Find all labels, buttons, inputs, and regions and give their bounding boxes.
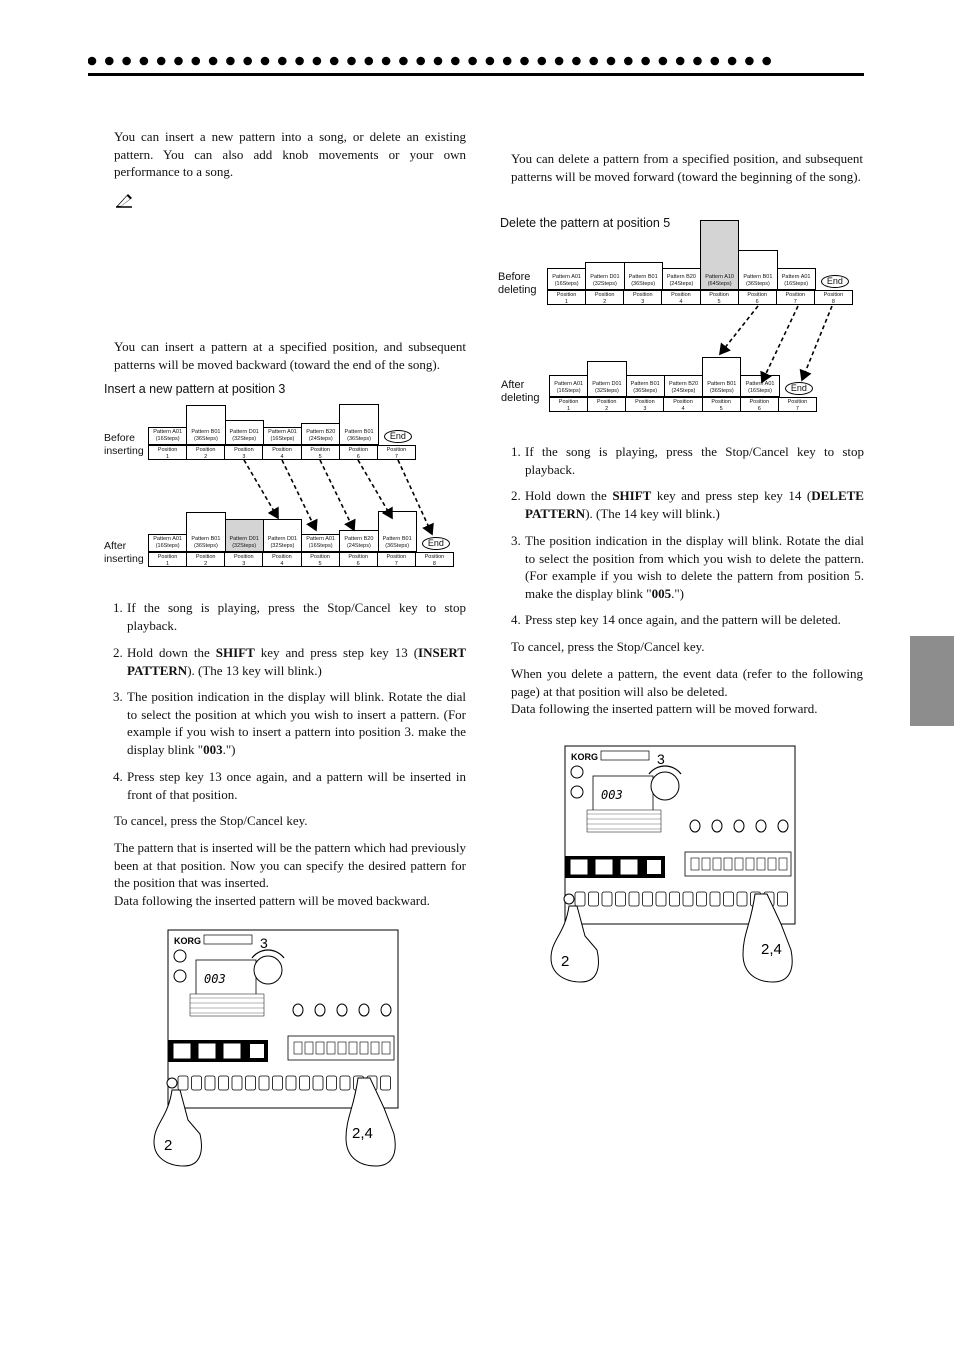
insert-before-position-cell: Position 4 <box>263 446 301 459</box>
insert-before-end-marker: End <box>384 430 412 443</box>
insert-before-pattern-block <box>148 427 187 445</box>
delete-intro: You can delete a pattern from a specified position, and subsequent patterns will be moved forward (toward the beginning of the song). <box>511 151 863 184</box>
header-dot <box>226 57 235 66</box>
header-dot <box>728 57 737 66</box>
delete-before-position-cell: Position 8 <box>823 292 844 305</box>
header-dot-row <box>88 53 778 69</box>
delete-after-pattern-block <box>549 375 588 397</box>
right-hand-icon <box>346 1078 395 1166</box>
korg-logo: KORG <box>174 936 201 946</box>
insert-after-pattern-steps: (16Steps) <box>155 542 180 549</box>
delete-before-pattern-steps: (36Steps) <box>745 280 770 287</box>
step-key <box>602 892 612 906</box>
part-pad <box>382 1042 390 1054</box>
delete-note-2: Data following the inserted pattern will be moved forward. <box>511 701 818 716</box>
insert-before-position-cell: Position 1 <box>149 446 187 459</box>
delete-before-pattern-block <box>700 220 739 290</box>
after-deleting-label: After deleting <box>501 379 540 404</box>
param-knob <box>381 1004 391 1016</box>
step-key <box>589 892 599 906</box>
insert-before-pattern-block <box>301 423 340 445</box>
part-pad <box>316 1042 324 1054</box>
part-pad <box>360 1042 368 1054</box>
trigger-button <box>250 1044 264 1058</box>
header-dot <box>209 57 218 66</box>
volume-knob <box>571 766 583 778</box>
delete-before-pattern-block <box>738 250 777 290</box>
delete-before-pattern-name: Pattern A10 <box>705 274 734 280</box>
step-key <box>219 1076 229 1090</box>
hand-label-2: 2 <box>164 1137 173 1154</box>
delete-before-pattern-name: Pattern D01 <box>590 274 620 280</box>
step-key <box>643 892 653 906</box>
insert-step-1: 1. If the song is playing, press the Stop/Cancel key to stop playback. <box>113 600 466 633</box>
delete-after-pattern-name: Pattern D01 <box>592 381 622 387</box>
insert-after-pattern-name: Pattern D01 <box>229 536 259 542</box>
header-dot <box>572 57 581 66</box>
insert-step-3: 3. The position indication in the display will blink. Rotate the dial to select the position at which you wish to insert a pattern. (For example if you wish to insert a pattern into position 3. make the display blink "003.") <box>113 689 466 757</box>
header-dot <box>676 57 685 66</box>
insert-after-pattern-block <box>186 512 225 552</box>
header-dot <box>347 57 356 66</box>
delete-before-pattern-steps: (32Steps) <box>592 280 617 287</box>
insert-after-position-cell: Position 7 <box>378 553 416 566</box>
delete-before-pattern-block <box>585 262 624 290</box>
delete-after-position-cell: Position 1 <box>550 398 588 411</box>
insert-before-pattern-name: Pattern B20 <box>306 429 336 435</box>
delete-before-pattern-steps: (36Steps) <box>631 280 656 287</box>
insert-after-pattern-name: Pattern B01 <box>191 536 221 542</box>
device-illustration-delete <box>545 744 815 1004</box>
insert-before-pattern-steps: (16Steps) <box>155 435 180 442</box>
header-dot <box>365 57 374 66</box>
part-pad <box>724 858 732 870</box>
step-key <box>737 892 747 906</box>
hand-label-2: 2 <box>561 953 570 970</box>
header-dot <box>711 57 720 66</box>
delete-after-position-cell: Position 5 <box>703 398 741 411</box>
delete-shift-arrows <box>700 304 840 384</box>
delete-before-pattern-steps: (16Steps) <box>784 280 809 287</box>
step-key <box>273 1076 283 1090</box>
step-key <box>327 1076 337 1090</box>
header-rule <box>88 73 864 76</box>
insert-after-position-cell: Position 8 <box>424 554 445 567</box>
insert-before-pattern-steps: (24Steps) <box>308 435 333 442</box>
header-dot <box>468 57 477 66</box>
insert-before-position-cell: Position 2 <box>187 446 225 459</box>
delete-after-pattern-name: Pattern A01 <box>745 381 775 387</box>
part-pad <box>327 1042 335 1054</box>
delete-before-pattern-name: Pattern B01 <box>743 274 773 280</box>
left-hand-icon <box>154 1090 201 1166</box>
delete-after-end-marker: End <box>785 382 813 395</box>
insert-before-pattern-name: Pattern B01 <box>344 429 374 435</box>
header-dot <box>451 57 460 66</box>
tempo-knob <box>174 970 186 982</box>
display-readout: 003 <box>601 788 623 802</box>
delete-before-pattern-steps: (16Steps) <box>554 280 579 287</box>
brand-strip <box>601 751 649 760</box>
header-dot <box>382 57 391 66</box>
delete-after-pattern-block <box>587 361 626 397</box>
step-key <box>656 892 666 906</box>
delete-after-pattern-name: Pattern A01 <box>554 381 584 387</box>
delete-before-pattern-name: Pattern A01 <box>781 274 811 280</box>
delete-before-pattern-block <box>624 262 663 290</box>
delete-before-pattern-block <box>662 268 701 290</box>
param-knob <box>293 1004 303 1016</box>
delete-after-pattern-block <box>664 375 703 397</box>
header-dot <box>140 57 149 66</box>
insert-after-pattern-steps: (36Steps) <box>193 542 218 549</box>
param-knob <box>778 820 788 832</box>
delete-step-2: 2. Hold down the SHIFT key and press step key 14 (DELETE PATTERN). (The 14 key will blink.) <box>511 488 864 521</box>
param-table <box>587 810 661 832</box>
delete-after-pattern-name: Pattern B01 <box>707 381 737 387</box>
header-dot <box>486 57 495 66</box>
insert-after-pattern-name: Pattern D01 <box>267 536 298 542</box>
part-pad <box>713 858 721 870</box>
delete-step-4: 4. Press step key 14 once again, and the pattern will be deleted. <box>511 612 841 627</box>
delete-after-position-cell: Position 2 <box>588 398 626 411</box>
header-dot <box>330 57 339 66</box>
insert-after-position-cell: Position 2 <box>187 553 225 566</box>
volume-knob <box>174 950 186 962</box>
param-knob <box>315 1004 325 1016</box>
insert-before-pattern-steps: (36Steps) <box>193 435 218 442</box>
insert-before-pattern-name: Pattern B01 <box>191 429 221 435</box>
header-dot <box>659 57 668 66</box>
delete-before-pattern-steps: (24Steps) <box>669 280 694 287</box>
insert-after-pattern-block <box>148 534 187 552</box>
step-key <box>246 1076 256 1090</box>
delete-after-pattern-block <box>626 375 665 397</box>
part-pad <box>691 858 699 870</box>
delete-before-end-marker: End <box>821 275 849 288</box>
delete-before-position-row <box>547 290 853 305</box>
delete-after-position-cell: Position 3 <box>626 398 664 411</box>
header-dot <box>278 57 287 66</box>
delete-after-pattern-name: Pattern B01 <box>630 381 660 387</box>
stop-button <box>199 1044 215 1058</box>
play-button <box>621 860 637 874</box>
delete-after-position-cell: Position 6 <box>741 398 779 411</box>
header-dot <box>762 57 771 66</box>
shift-key <box>167 1078 177 1088</box>
header-dot <box>313 57 322 66</box>
step-key <box>192 1076 202 1090</box>
delete-cancel: To cancel, press the Stop/Cancel key. <box>511 639 705 654</box>
insert-after-pattern-steps: (16Steps) <box>308 542 333 549</box>
warning-icon <box>114 192 134 208</box>
delete-before-position-cell: Position 1 <box>548 291 586 304</box>
header-dot <box>105 57 114 66</box>
insert-after-pattern-steps: (32Steps) <box>232 542 257 549</box>
header-dot <box>641 57 650 66</box>
delete-before-pattern-name: Pattern B01 <box>628 274 658 280</box>
param-table <box>190 994 264 1016</box>
header-dot <box>589 57 598 66</box>
step-key <box>629 892 639 906</box>
header-dot <box>503 57 512 66</box>
step-key <box>710 892 720 906</box>
insert-step-4: 4. Press step key 13 once again, and a pattern will be inserted in front of that position. <box>113 769 466 802</box>
part-pad <box>371 1042 379 1054</box>
param-knob <box>734 820 744 832</box>
part-pad <box>702 858 710 870</box>
step-key <box>683 892 693 906</box>
device-illustration-insert <box>148 928 418 1188</box>
dial-step-3: 3 <box>260 935 268 951</box>
insert-before-pattern-block <box>339 404 378 445</box>
delete-after-pattern-name: Pattern B20 <box>668 381 698 387</box>
header-dot <box>745 57 754 66</box>
insert-before-pattern-block <box>225 420 264 445</box>
insert-before-position-cell: Position 5 <box>302 446 340 459</box>
param-knob <box>337 1004 347 1016</box>
step-key <box>205 1076 215 1090</box>
param-knob <box>359 1004 369 1016</box>
insert-cancel: To cancel, press the Stop/Cancel key. <box>114 813 308 828</box>
insert-after-pattern-name: Pattern A01 <box>306 536 335 542</box>
tempo-knob <box>571 786 583 798</box>
step-key <box>340 1076 350 1090</box>
insert-before-position-cell: Position 6 <box>340 446 378 459</box>
header-dot <box>434 57 443 66</box>
insert-before-pattern-name: Pattern A01 <box>268 429 297 435</box>
step-key <box>286 1076 296 1090</box>
insert-after-position-cell: Position 5 <box>302 553 340 566</box>
insert-note: The pattern that is inserted will be the pattern which had previously been at that position. Now you can specify the desired pattern for the position that was inserted. <box>114 840 466 891</box>
part-pad <box>338 1042 346 1054</box>
insert-after-position-cell: Position 4 <box>263 553 301 566</box>
param-knob <box>712 820 722 832</box>
header-dot <box>555 57 564 66</box>
step-key <box>778 892 788 906</box>
delete-after-pattern-steps: (32Steps) <box>594 387 619 394</box>
part-pad <box>305 1042 313 1054</box>
part-pad <box>349 1042 357 1054</box>
header-dot <box>261 57 270 66</box>
insert-after-pattern-steps: (32Steps) <box>270 542 295 549</box>
step-key <box>724 892 734 906</box>
insert-note-2: Data following the inserted pattern will be moved backward. <box>114 893 430 908</box>
before-deleting-label: Before deleting <box>498 271 537 296</box>
delete-after-pattern-steps: (36Steps) <box>709 387 734 394</box>
header-dot <box>88 57 96 66</box>
delete-before-position-cell: Position 5 <box>701 291 739 304</box>
insert-before-pattern-steps: (32Steps) <box>232 435 257 442</box>
part-pad <box>757 858 765 870</box>
insert-after-pattern-steps: (24Steps) <box>346 542 371 549</box>
delete-before-position-cell: Position 4 <box>662 291 700 304</box>
insert-shift-arrows <box>240 458 440 538</box>
header-dot <box>520 57 529 66</box>
delete-before-pattern-name: Pattern B20 <box>666 274 696 280</box>
header-dot <box>416 57 425 66</box>
delete-before-pattern-name: Pattern A01 <box>552 274 581 280</box>
part-pad <box>746 858 754 870</box>
insert-after-position-row <box>148 552 454 567</box>
insert-before-position-cell: Position 3 <box>225 446 263 459</box>
record-button <box>571 860 587 874</box>
insert-before-pattern-block <box>263 427 302 445</box>
header-dot <box>295 57 304 66</box>
insert-after-position-cell: Position 6 <box>340 553 378 566</box>
delete-before-position-cell: Position 7 <box>777 291 815 304</box>
part-pad <box>294 1042 302 1054</box>
delete-after-position-cell: Position 7 <box>787 399 808 412</box>
delete-after-pattern-steps: (36Steps) <box>633 387 658 394</box>
step-key <box>670 892 680 906</box>
dial-knob <box>254 956 282 984</box>
header-dot <box>538 57 547 66</box>
record-button <box>174 1044 190 1058</box>
insert-after-pattern-steps: (36Steps) <box>385 542 410 549</box>
delete-after-pattern-steps: (16Steps) <box>748 387 772 394</box>
delete-before-position-cell: Position 2 <box>586 291 624 304</box>
insert-before-pattern-block <box>186 405 225 445</box>
insert-after-pattern-name: Pattern B01 <box>382 536 412 542</box>
step-key <box>575 892 585 906</box>
part-pad <box>779 858 787 870</box>
header-dot <box>243 57 252 66</box>
insert-diagram-title: Insert a new pattern at position 3 <box>104 382 286 396</box>
step-key <box>313 1076 323 1090</box>
section-tab <box>910 636 954 726</box>
insert-before-pattern-steps: (16Steps) <box>270 435 295 442</box>
header-dot <box>122 57 131 66</box>
insert-before-pattern-name: Pattern A01 <box>153 429 183 435</box>
after-inserting-label: After inserting <box>104 540 144 565</box>
dial-knob <box>651 772 679 800</box>
header-dot <box>174 57 183 66</box>
insert-after-end-marker: End <box>422 537 450 550</box>
before-inserting-label: Before inserting <box>104 432 144 457</box>
dial-step-3: 3 <box>657 751 665 767</box>
left-hand-icon <box>551 906 598 982</box>
delete-before-position-cell: Position 3 <box>624 291 662 304</box>
insert-before-position-cell: Position 7 <box>386 447 407 460</box>
header-dot <box>624 57 633 66</box>
insert-step-2: 2. Hold down the SHIFT key and press step key 13 (INSERT PATTERN). (The 13 key will blink.) <box>113 645 466 678</box>
insert-after-position-cell: Position 1 <box>149 553 187 566</box>
delete-after-pattern-steps: (16Steps) <box>556 387 581 394</box>
step-key <box>300 1076 310 1090</box>
part-pad <box>768 858 776 870</box>
delete-diagram-title: Delete the pattern at position 5 <box>500 216 671 230</box>
step-key <box>178 1076 188 1090</box>
delete-after-position-row <box>549 397 817 412</box>
step-key <box>259 1076 269 1090</box>
insert-after-pattern-name: Pattern B20 <box>344 536 374 542</box>
hand-label-2-4: 2,4 <box>352 1125 373 1142</box>
play-button <box>224 1044 240 1058</box>
korg-logo: KORG <box>571 752 598 762</box>
delete-before-pattern-block <box>547 268 586 290</box>
insert-after-position-cell: Position 3 <box>225 553 263 566</box>
insert-intro: You can insert a pattern at a specified position, and subsequent patterns will be moved backward (toward the end of the song). <box>114 339 466 372</box>
param-knob <box>690 820 700 832</box>
brand-strip <box>204 935 252 944</box>
insert-before-pattern-steps: (36Steps) <box>347 435 371 442</box>
delete-before-position-cell: Position 6 <box>739 291 777 304</box>
hand-label-2-4: 2,4 <box>761 941 782 958</box>
param-knob <box>756 820 766 832</box>
delete-step-1: 1. If the song is playing, press the Stop/Cancel key to stop playback. <box>511 444 864 477</box>
header-dot <box>693 57 702 66</box>
header-dot <box>192 57 201 66</box>
delete-after-position-cell: Position 4 <box>664 398 702 411</box>
trigger-button <box>647 860 661 874</box>
step-key <box>232 1076 242 1090</box>
delete-before-pattern-steps: (64Steps) <box>707 280 732 287</box>
step-key <box>697 892 707 906</box>
delete-after-pattern-steps: (24Steps) <box>671 387 696 394</box>
part-pad <box>735 858 743 870</box>
insert-after-pattern-name: Pattern A01 <box>153 536 182 542</box>
header-dot <box>399 57 408 66</box>
right-hand-icon <box>743 894 792 982</box>
delete-step-3: 3. The position indication in the display will blink. Rotate the dial to select the position from which you wish to delete the pattern. (For example if you wish to delete the pattern from position 5. make the display blink "005.") <box>511 533 864 601</box>
header-dot <box>157 57 166 66</box>
delete-note: When you delete a pattern, the event data (refer to the following page) at that position will also be deleted. <box>511 666 863 699</box>
header-dot <box>607 57 616 66</box>
step-key <box>381 1076 391 1090</box>
step-key <box>616 892 626 906</box>
shift-key <box>564 894 574 904</box>
display-readout: 003 <box>204 972 226 986</box>
intro-paragraph: You can insert a new pattern into a song, or delete an existing pattern. You can also add knob movements or your own performance to a song. <box>114 129 466 180</box>
insert-before-pattern-name: Pattern D01 <box>229 429 259 435</box>
stop-button <box>596 860 612 874</box>
delete-before-pattern-block <box>777 268 816 290</box>
